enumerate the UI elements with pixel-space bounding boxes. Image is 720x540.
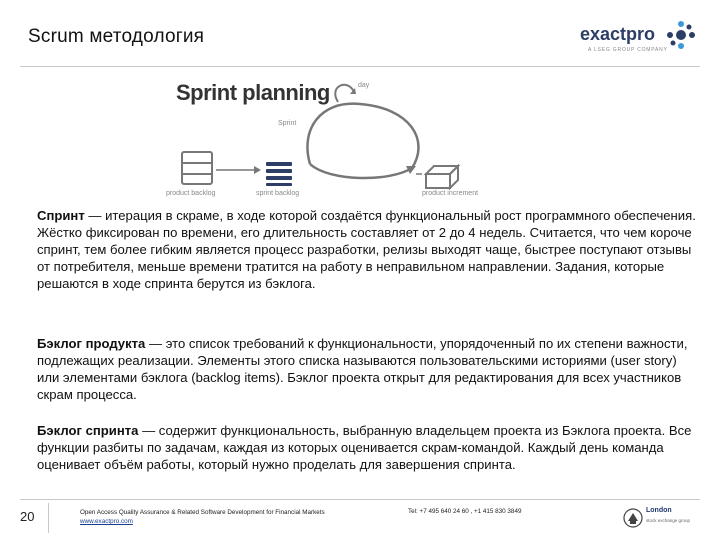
footer-info — [80, 508, 325, 526]
product-backlog-label: product backlog — [166, 190, 216, 197]
sprint-planning-diagram — [160, 70, 520, 202]
page-number: 20 — [20, 509, 35, 524]
footer-tagline: Open Access Quality Assurance & Related Software Development for Financial Markets — [80, 509, 325, 516]
product-backlog-term: Бэклог продукта — [37, 336, 146, 351]
exactpro-logo — [580, 18, 700, 58]
product-increment-label: product increment — [422, 190, 479, 197]
diagram-graphics — [160, 70, 520, 202]
product-backlog-definition — [37, 335, 701, 403]
lse-crest-icon — [622, 507, 644, 529]
daily-loop-icon — [335, 85, 356, 102]
sprint-loop-icon — [307, 104, 418, 178]
sprint-definition — [37, 207, 701, 292]
diagram-title: Sprint planning — [176, 80, 330, 105]
arrow-to-sprint-backlog-icon — [216, 166, 261, 174]
lse-subtitle: stock exchange group — [646, 518, 691, 523]
logo-tagline: A LSEG GROUP COMPANY — [588, 47, 668, 53]
sprint-description: — итерация в скраме, в ходе которой создаётся функциональный рост программного обеспечения. Жёстко фиксирован по времени, его длительность составляет от 2 до 4 недель. Считается, что чем короче спринт, тем более гибким является процесс разработки, релизы выходят чаще, быстрее поступают отзывы от потребителя, меньше времени тратится на работу в неправильном направлении. Задания, которые решаются в ходе спринта берутся из бэклога. — [37, 208, 696, 291]
footer-separator — [48, 503, 49, 533]
product-increment-icon — [426, 166, 458, 188]
product-backlog-icon — [182, 152, 212, 184]
lse-name: London — [646, 507, 672, 514]
sprint-backlog-label: sprint backlog — [256, 190, 300, 197]
logo-wordmark: exactpro — [580, 24, 656, 44]
day-label: day — [358, 82, 370, 89]
header-divider — [20, 66, 700, 67]
exactpro-logo-icon — [666, 20, 696, 50]
sprint-backlog-definition — [37, 422, 701, 473]
sprint-label: Sprint — [278, 120, 297, 127]
website-link[interactable]: www.exactpro.com — [80, 518, 133, 525]
product-backlog-description: — это список требований к функциональности, упорядоченный по их степени важности, подлежащих реализации. Элементы этого списка называются пользовательскими историями (user story) или элементами бэклога (backlog items). Бэклог проекта открыт для редактирования для всех участников скрам процесса. — [37, 336, 688, 402]
sprint-backlog-icon — [266, 162, 292, 186]
sprint-backlog-term: Бэклог спринта — [37, 423, 139, 438]
footer-phones: Tel: +7 495 640 24 60 , +1 415 830 3849 — [408, 508, 522, 515]
lse-logo — [622, 505, 702, 533]
slide-title: Scrum методология — [28, 26, 205, 47]
sprint-backlog-description: — содержит функциональность, выбранную владельцем проекта из Бэклога проекта. Все функции разбиты по задачам, каждая из которых оценивается скрам-командой. Каждый день команда оценивает объём работы, который нужно проделать для завершения спринта. — [37, 423, 692, 472]
sprint-term: Спринт — [37, 208, 85, 223]
footer-divider — [20, 499, 700, 500]
